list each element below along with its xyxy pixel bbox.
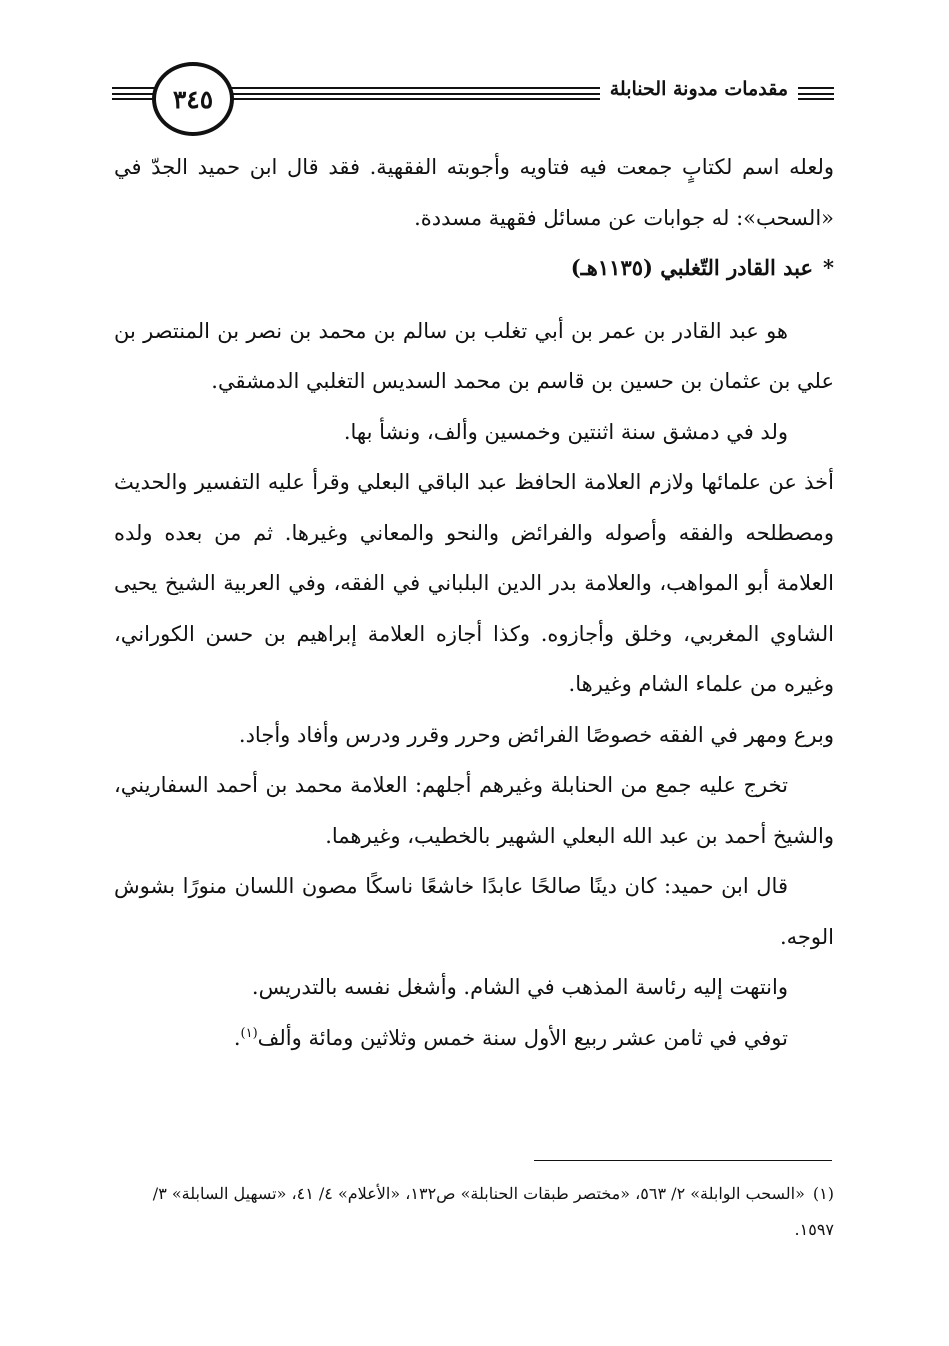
footnotes (114, 1176, 834, 1248)
paragraph: تخرج عليه جمع من الحنابلة وغيرهم أجلهم: العلامة محمد بن أحمد السفاريني، والشيخ أحمد بن عبد الله البعلي الشهير بالخطيب، وغيرهما. (114, 773, 834, 848)
footnote-reference[interactable]: (١) (240, 1025, 258, 1041)
paragraph: هو عبد القادر بن عمر بن أبي تغلب بن سالم بن محمد بن نصر بن المنتصر بن علي بن عثمان بن حسين بن قاسم بن محمد السديس التغلبي الدمشقي. (114, 318, 834, 393)
section-heading (114, 243, 834, 294)
footnote (114, 1176, 834, 1248)
paragraph: وبرع ومهر في الفقه خصوصًا الفرائض وحرر وقرر ودرس وأفاد وأجاد. (238, 722, 834, 747)
page-number: ٣٤٥ (152, 62, 234, 136)
footnote-number: (١) (812, 1184, 834, 1203)
heading-text: عبد القادر التّغلبي (١١٣٥هـ) (570, 255, 814, 280)
footnote-separator (534, 1160, 832, 1161)
page-body (114, 142, 834, 1063)
star-icon: * (823, 255, 834, 280)
paragraph: ولد في دمشق سنة اثنتين وخمسين وألف، ونشأ بها. (343, 419, 788, 444)
paragraph: ولعله اسم لكتابٍ جمعت فيه فتاويه وأجوبته الفقهية. فقد قال ابن حميد الجدّ في «السحب»: له جوابات عن مسائل فقهية مسددة. (114, 155, 834, 230)
paragraph: أخذ عن علمائها ولازم العلامة الحافظ عبد الباقي البعلي وقرأ عليه التفسير والحديث ومصطلحه والفقه وأصوله والفرائض والنحو والمعاني وغيرها. ثم من بعده ولده العلامة أبو المواهب، والعلامة بدر الدين البلباني في الفقه، وفي العربية الشيخ يحيى الشاوي المغربي، وخلق وأجازوه. وكذا أجازه العلامة إبراهيم بن حسن الكوراني، وغيره من علماء الشام وغيرها. (114, 470, 834, 696)
paragraph: قال ابن حميد: كان دينًا صالحًا عابدًا خاشعًا ناسكًا مصون اللسان منورًا بشوش الوجه. (114, 874, 834, 949)
page-header (112, 60, 834, 134)
paragraph-end: . (233, 1025, 241, 1050)
paragraph: وانتهت إليه رئاسة المذهب في الشام. وأشغل نفسه بالتدريس. (251, 975, 788, 999)
running-title: مقدمات مدونة الحنابلة (600, 78, 798, 100)
footnote-text: «السحب الوابلة» ٢/ ٥٦٣، «مختصر طبقات الحنابلة» ص١٣٢، «الأعلام» ٤/ ٤١، «تسهيل السابلة» ٣/ ١٥٩٧. (152, 1184, 834, 1239)
paragraph-text: توفي في ثامن عشر ربيع الأول سنة خمس وثلاثين ومائة وألف (257, 1025, 788, 1050)
paragraph (114, 1013, 834, 1064)
